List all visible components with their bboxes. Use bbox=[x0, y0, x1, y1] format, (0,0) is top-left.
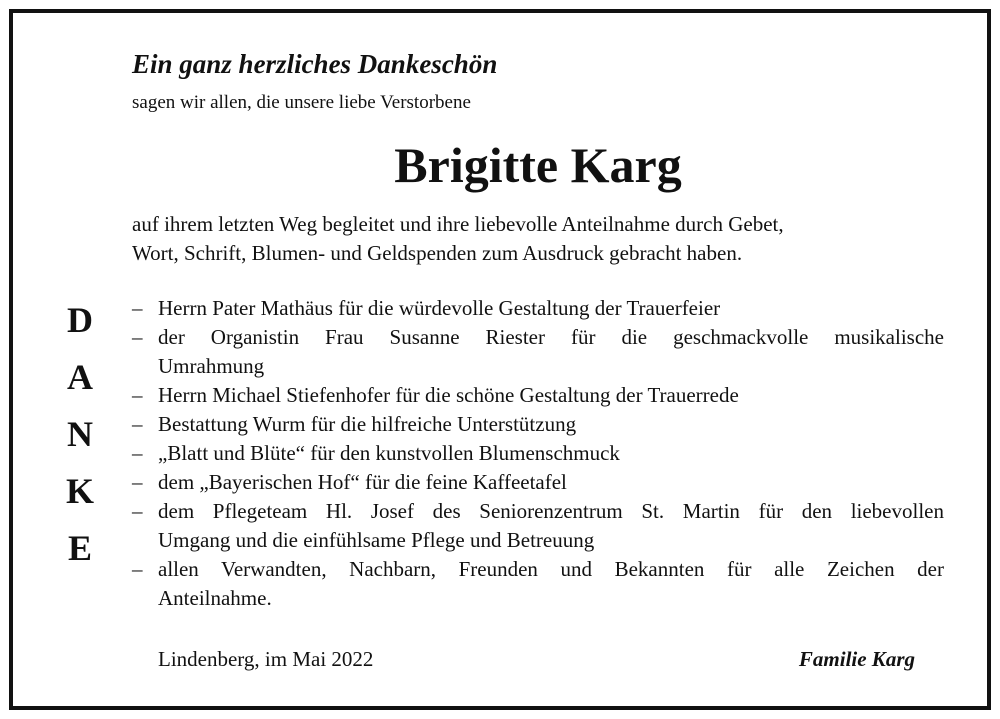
thanks-line: Herrn Pater Mathäus für die würdevolle Gestaltung der Trauerfeier bbox=[158, 296, 721, 320]
danke-letter: N bbox=[67, 414, 93, 454]
thanks-line: Umgang und die einfühlsame Pflege und Betreuung bbox=[158, 528, 595, 552]
thanks-item bbox=[132, 555, 944, 613]
headline: Ein ganz herzliches Dankeschön bbox=[132, 49, 498, 79]
thanks-item bbox=[132, 381, 944, 410]
dash-bullet: – bbox=[132, 296, 143, 320]
thanks-line: der Organistin Frau Susanne Riester für die geschmackvolle musikalische bbox=[158, 325, 944, 349]
thanks-item bbox=[132, 323, 944, 381]
dash-bullet: – bbox=[132, 557, 143, 581]
thanks-item bbox=[132, 410, 944, 439]
thanks-line: Herrn Michael Stiefenhofer für die schöne Gestaltung der Trauerrede bbox=[158, 383, 739, 407]
thanks-line: dem „Bayerischen Hof“ für die feine Kaffeetafel bbox=[158, 470, 567, 494]
danke-letter: E bbox=[67, 528, 92, 568]
danke-vertical-word bbox=[60, 292, 100, 577]
danke-letter: D bbox=[67, 300, 93, 340]
intro-text: sagen wir allen, die unsere liebe Verstorbene bbox=[132, 92, 471, 113]
dash-bullet: – bbox=[132, 325, 143, 349]
thanks-line: „Blatt und Blüte“ für den kunstvollen Blumenschmuck bbox=[158, 441, 620, 465]
body-line: auf ihrem letzten Weg begleitet und ihre liebevolle Anteilnahme durch Gebet, bbox=[132, 212, 784, 236]
dash-bullet: – bbox=[132, 441, 143, 465]
signature-family: Familie Karg bbox=[798, 647, 915, 671]
body-text bbox=[132, 210, 944, 268]
thanks-line: dem Pflegeteam Hl. Josef des Seniorenzentrum St. Martin für den liebevollen bbox=[158, 499, 944, 523]
thanks-item bbox=[132, 497, 944, 555]
dash-bullet: – bbox=[132, 499, 143, 523]
danke-letter: A bbox=[67, 357, 93, 397]
dash-bullet: – bbox=[132, 383, 143, 407]
thanks-list bbox=[132, 294, 944, 613]
thanks-line: Bestattung Wurm für die hilfreiche Unterstützung bbox=[158, 412, 577, 436]
thanks-item bbox=[132, 468, 944, 497]
thanks-line: Anteilnahme. bbox=[158, 586, 272, 610]
thanks-line: allen Verwandten, Nachbarn, Freunden und Bekannten für alle Zeichen der bbox=[158, 557, 944, 581]
body-line: Wort, Schrift, Blumen- und Geldspenden zum Ausdruck gebracht haben. bbox=[132, 241, 743, 265]
thanks-item bbox=[132, 294, 944, 323]
danke-letter: K bbox=[65, 471, 94, 511]
place-date: Lindenberg, im Mai 2022 bbox=[158, 647, 374, 671]
dash-bullet: – bbox=[132, 412, 143, 436]
deceased-name: Brigitte Karg bbox=[394, 137, 682, 193]
thanks-line: Umrahmung bbox=[158, 354, 265, 378]
dash-bullet: – bbox=[132, 470, 143, 494]
thanks-item bbox=[132, 439, 944, 468]
